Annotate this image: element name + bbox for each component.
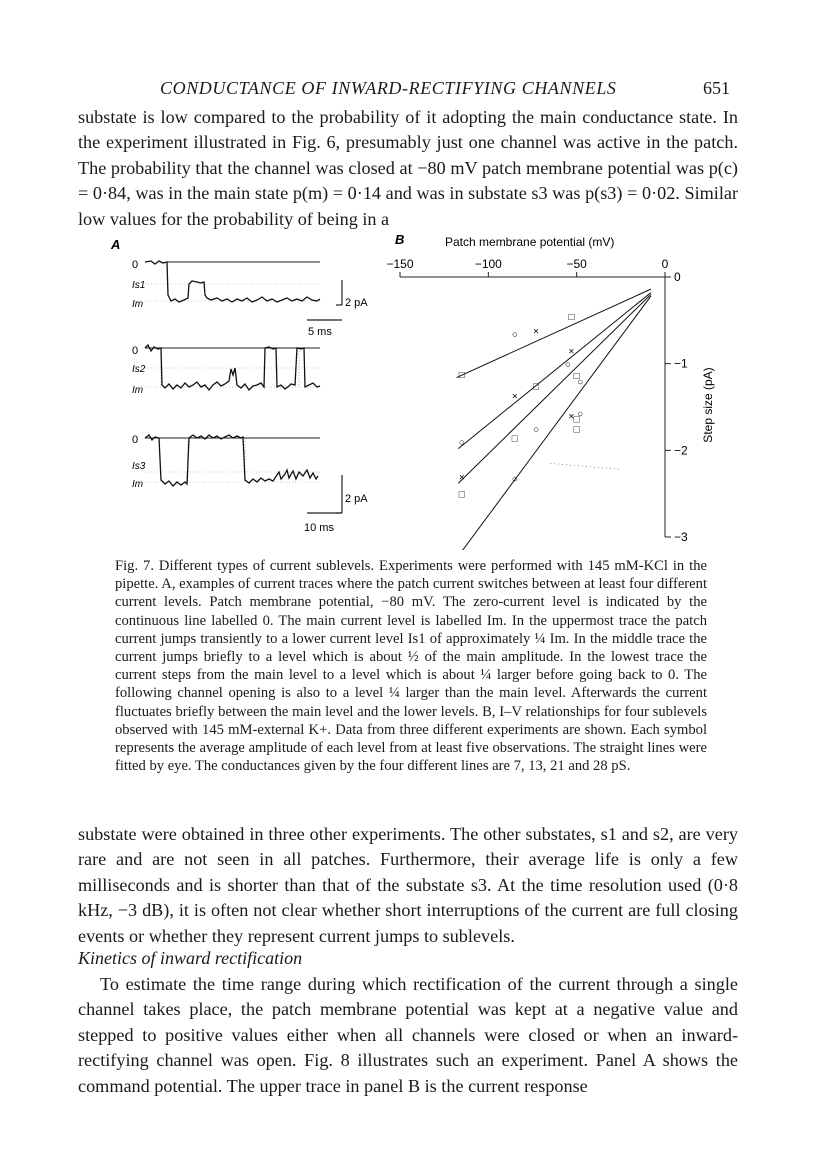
data-point: ○ (577, 409, 584, 421)
trace-3 (145, 435, 318, 486)
panel-b-label: B (395, 232, 405, 247)
chart-ylabel: Step size (pA) (701, 367, 715, 443)
data-point: ○ (511, 474, 518, 486)
data-point: □ (573, 424, 580, 436)
data-point: × (568, 346, 575, 358)
page-number: 651 (703, 78, 730, 98)
panel-a-label: A (111, 237, 121, 252)
data-point: □ (458, 489, 465, 501)
data-point: × (568, 411, 575, 423)
trace2-zero-label: 0 (132, 345, 139, 357)
figure-caption (115, 557, 707, 775)
running-header: CONDUCTANCE OF INWARD-RECTIFYING CHANNELS (160, 78, 617, 98)
x-tick-label: −100 (474, 257, 502, 271)
caption-text: Fig. 7. Different types of current sublevels. Experiments were performed with 145 mM-KCl in the pipette. A, examples of current traces where the patch current switches between at least four different current levels. Patch membrane potential, −80 mV. The zero-current level is indicated by the continuous line labelled 0. The main current level is labelled Im. In the uppermost trace the patch current jumps transiently to a lower current level Is1 of approximately ¼ Im. In the middle trace the current jumps briefly to a level which is about ½ of the main amplitude. In the lowest trace the current steps from the main level to a level which is about ¼ larger before going back to 0. The following channel opening is also to a level ¼ larger than the main level. Afterwards the current fluctuates briefly between the main level and the lower levels. B, I–V relationships for four sublevels observed with 145 mM-external K+. Data from three different experiments are shown. Each symbol represents the average amplitude of each level from at least five observations. The straight lines were fitted by eye. The conductances given by the four different lines are 7, 13, 21 and 28 pS. (115, 558, 707, 775)
trace1-main-label: Im (132, 299, 144, 310)
trace3-zero-label: 0 (132, 434, 139, 446)
scale-top-current: 2 pA (345, 297, 368, 309)
kinetics-text: To estimate the time range during which rectification of the current through a single channel takes place, the patch membrane potential was kept at a negative value and stepped to positive values either when all channels were closed or when an inward-rectifying channel was open. Fig. 8 illustrates such an experiment. Panel A shows the command potential. The upper trace in panel B is the current response (78, 974, 738, 1096)
data-point: ○ (533, 424, 540, 436)
trace3-main-label: Im (132, 479, 144, 490)
data-point: □ (511, 433, 518, 445)
data-point: □ (568, 312, 575, 323)
data-point: □ (573, 414, 580, 426)
y-tick-label: −3 (674, 530, 688, 544)
fit-line-2 (458, 293, 651, 449)
kinetics-paragraph (78, 972, 738, 1099)
data-point: ○ (564, 359, 571, 371)
trace-2 (145, 345, 320, 390)
trace3-s3-label: Is3 (132, 461, 146, 472)
after-figure-text: substate were obtained in three other experiments. The other substates, s1 and s2, are very rare and are not seen in all patches. Furthermore, their average life is only a few milliseconds and is shorter than that of the substate s3. At the time resolution used (0·8 kHz, −3 dB), it is often not clear whether short interruptions of the current are full closing events or whether they represent current jumps to sublevels. (78, 824, 738, 946)
trace1-zero-label: 0 (132, 259, 139, 271)
section-title: Kinetics of inward rectification (78, 948, 303, 968)
x-tick-label: 0 (661, 257, 669, 271)
trace2-s2-label: Is2 (132, 364, 146, 375)
data-point: □ (573, 370, 580, 382)
after-figure-paragraph (78, 822, 738, 949)
x-tick-label: −150 (386, 257, 414, 271)
figure-panel-a (105, 235, 380, 545)
data-point: × (511, 391, 518, 403)
y-tick-label: −1 (674, 356, 688, 371)
trace2-main-label: Im (132, 385, 144, 396)
fit-line-1 (457, 289, 651, 377)
reference-dotted-line (550, 463, 621, 469)
scale-top-time: 5 ms (308, 326, 332, 338)
y-tick-label: 0 (674, 270, 681, 284)
fit-line-4 (458, 296, 651, 550)
data-point: ○ (577, 377, 584, 388)
intro-text: substate is low compared to the probability of it adopting the main conductance state. In the experiment illustrated in Fig. 6, presumably just one channel was active in the patch. The probability that the channel was closed at −80 mV patch membrane potential was p(c) = 0·84, was in the main state p(m) = 0·14 and was in substate s3 was p(s3) = 0·02. Similar low values for the probability of being in a (78, 107, 738, 229)
figure-panel-b (370, 230, 730, 550)
data-point: ○ (458, 437, 465, 449)
fit-line-3 (458, 294, 651, 486)
data-point: ○ (511, 329, 518, 341)
data-point: □ (533, 381, 540, 393)
scale-bottom-current: 2 pA (345, 493, 368, 505)
data-point: × (458, 472, 465, 484)
trace-1 (145, 261, 320, 302)
scale-bottom-time: 10 ms (304, 522, 334, 534)
data-point: □ (458, 370, 465, 382)
data-point: × (533, 326, 539, 338)
x-tick-label: −50 (566, 257, 587, 271)
trace1-s1-label: Is1 (132, 280, 146, 291)
intro-paragraph (78, 105, 738, 232)
y-tick-label: −2 (674, 443, 688, 458)
chart-xlabel: Patch membrane potential (mV) (445, 235, 615, 249)
